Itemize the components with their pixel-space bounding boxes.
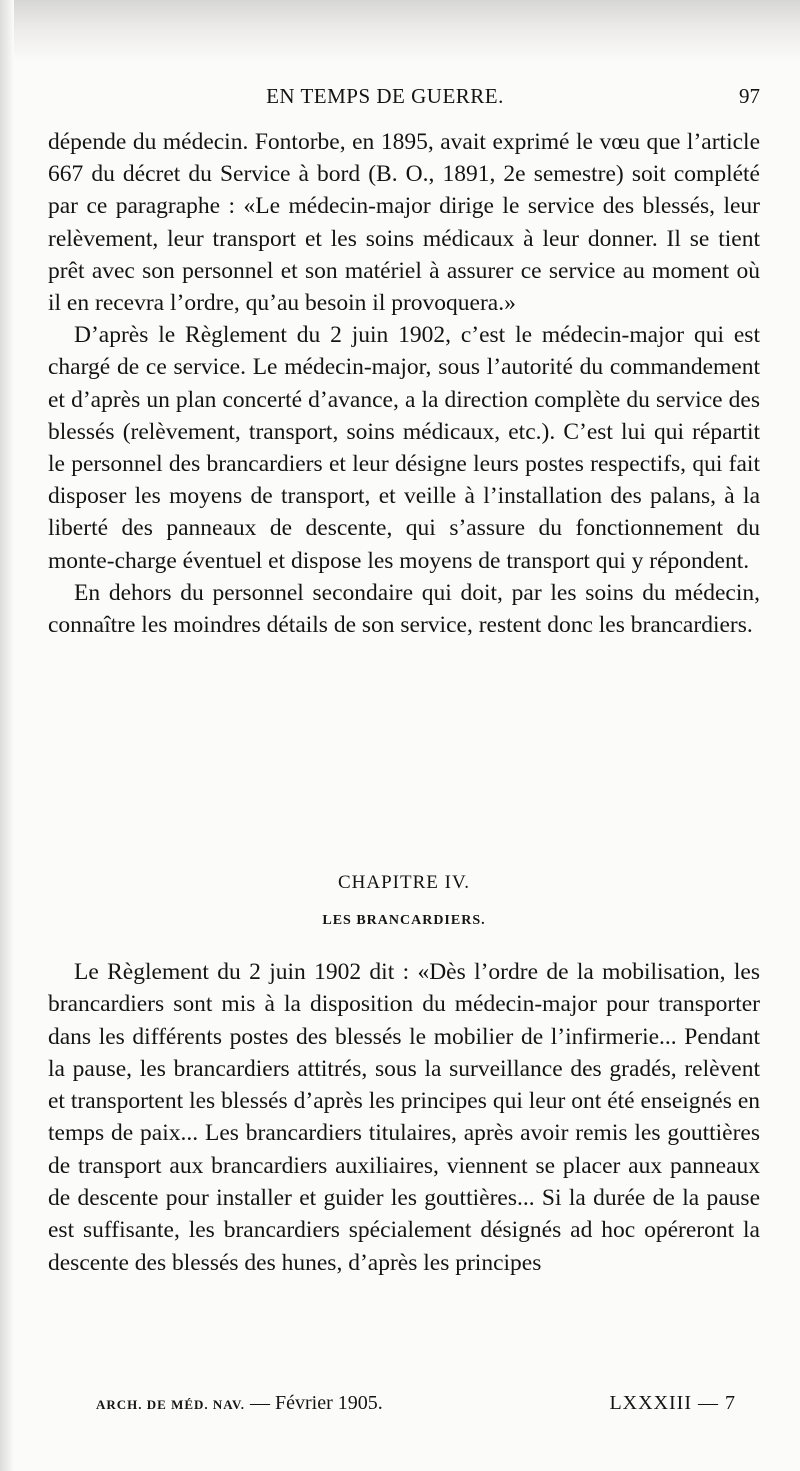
- page-header: [60, 84, 760, 118]
- paragraph-2: D’après le Règlement du 2 juin 1902, c’est le médecin-major qui est chargé de ce service. Le médecin-major, sous l’autorité du commandement et d’après un plan concerté d’avance, a la direction complète du service des blessés (relèvement, transport, soins médicaux, etc.). C’est lui qui répartit le personnel des brancardiers et leur désigne leurs postes respectifs, qui fait disposer les moyens de transport, et veille à l’installation des palans, à la liberté des panneaux de descente, qui s’assure du fonctionnement du monte-charge éventuel et dispose les moyens de transport qui y répondent.: [48, 322, 760, 574]
- paragraph-3: En dehors du personnel secondaire qui doit, par les soins du médecin, connaître les moindres détails de son service, restent donc les brancardiers.: [48, 579, 760, 639]
- scan-shadow-left: [0, 0, 14, 1471]
- chapter-text: [48, 956, 760, 1279]
- chapter-title: CHAPITRE IV.: [338, 872, 470, 893]
- chapter-subtitle: LES BRANCARDIERS.: [322, 913, 486, 928]
- running-title: EN TEMPS DE GUERRE.: [266, 84, 504, 108]
- footer-citation: [96, 1392, 383, 1415]
- paragraph-4: Le Règlement du 2 juin 1902 dit : «Dès l’ordre de la mobilisation, les brancardiers sont mis à la disposition du médecin-major pour transporter dans les différents postes des blessés le mobilier de l’infirmerie... Pendant la pause, les brancardiers attitrés, sous la surveillance des gradés, relèvent et transportent les blessés d’après les principes qui leur ont été enseignés en temps de paix... Les brancardiers titulaires, après avoir remis les gouttières de transport aux brancardiers auxiliaires, viennent se placer aux panneaux de descente pour installer et guider les gouttières... Si la durée de la pause est suffisante, les brancardiers spécialement désignés ad hoc opéreront la descente des blessés des hunes, d’après les principes: [48, 959, 760, 1276]
- page-number: 97: [739, 84, 760, 108]
- scan-shadow-top: [0, 0, 800, 62]
- main-text: [48, 126, 760, 641]
- volume-signature: LXXXIII — 7: [609, 1392, 736, 1414]
- paragraph-1: dépende du médecin. Fontorbe, en 1895, avait exprimé le vœu que l’article 667 du décret du Service à bord (B. O., 1891, 2e semestre) soit complété par ce paragraphe : «Le médecin-major dirige le service des blessés, leur relèvement, leur transport et les soins médicaux à leur donner. Il se tient prêt avec son personnel et son matériel à assurer ce service au moment où il en recevra l’ordre, qu’au besoin il provoquera.»: [48, 129, 760, 317]
- issue-date: — Février 1905.: [249, 1392, 383, 1414]
- journal-name: ARCH. DE MÉD. NAV.: [96, 1397, 245, 1412]
- page-footer: [96, 1392, 736, 1422]
